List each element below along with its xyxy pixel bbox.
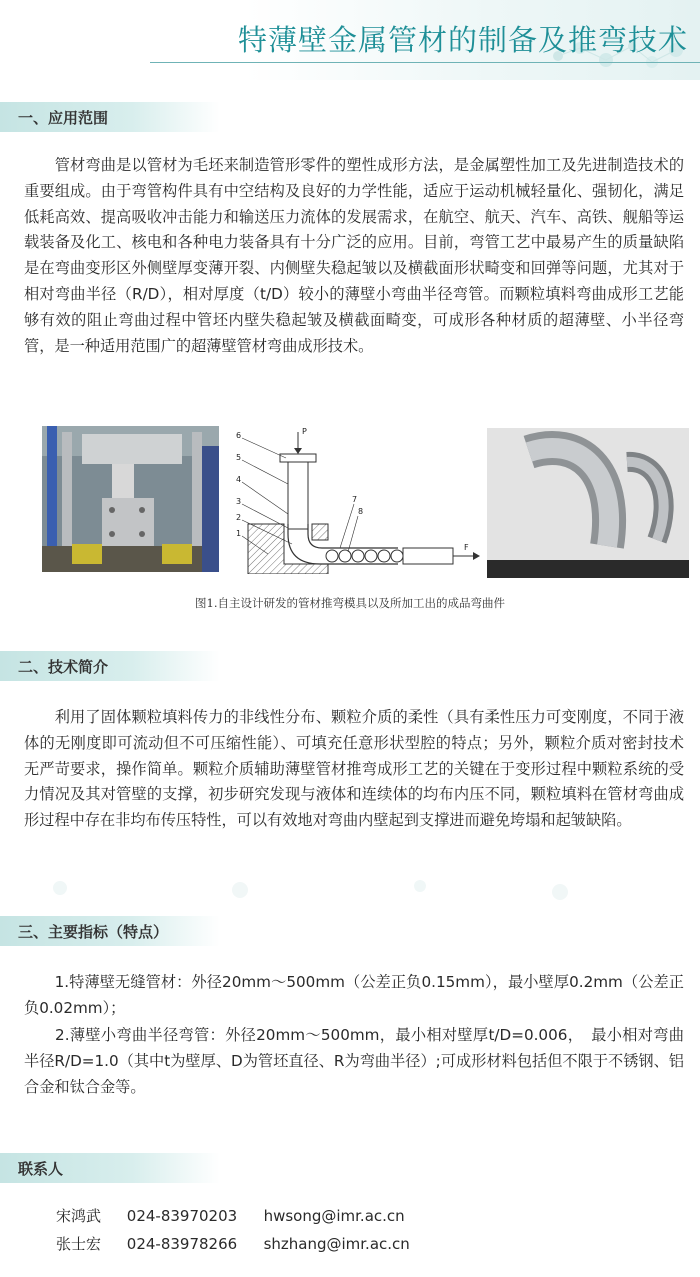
spec-item-1: 1.特薄壁无缝管材：外径20mm～500mm（公差正负0.15mm），最小壁厚0.2mm（公差正负0.02mm）； bbox=[24, 973, 684, 1017]
section-heading-label: 三、主要指标（特点） bbox=[18, 923, 169, 941]
press-machine-photo bbox=[42, 426, 219, 572]
section-heading-tech bbox=[0, 651, 220, 681]
contact-row bbox=[56, 1205, 405, 1226]
contact-name: 张士宏 bbox=[56, 1235, 102, 1253]
section-heading-contacts bbox=[0, 1153, 220, 1183]
diagram-label-p: P bbox=[302, 427, 307, 436]
diagram-label-4: 4 bbox=[236, 475, 242, 484]
section-heading-label: 一、应用范围 bbox=[18, 109, 109, 127]
section-heading-label: 二、技术简介 bbox=[18, 658, 109, 676]
diagram-label-6: 6 bbox=[236, 431, 242, 440]
contact-phone: 024-83970203 bbox=[126, 1207, 238, 1225]
section-scope-paragraph: 管材弯曲是以管材为毛坯来制造管形零件的塑性成形方法，是金属塑性加工及先进制造技术的重要组成。由于弯管构件具有中空结构及良好的力学性能，适应于运动机械轻量化、强韧化，满足低耗高效、提高吸收冲击能力和输送压力流体的发展需求，在航空、航天、汽车、高铁、舰船等运载装备及化工、核电和各种电力装备具有十分广泛的应用。目前，弯管工艺中最易产生的质量缺陷是在弯曲变形区外侧壁厚变薄开裂、内侧壁失稳起皱以及横截面形状畸变和回弹等问题，尤其对于相对弯曲半径（R/D），相对厚度（t/D）较小的薄壁小弯曲半径弯管。而颗粒填料弯曲成形工艺能够有效的阻止弯曲过程中管坯内壁失稳起皱及横截面畸变，可成形各种材质的超薄壁、小半径弯管，是一种适用范围广的超薄壁管材弯曲成形技术。 bbox=[24, 156, 684, 355]
section-heading-label: 联系人 bbox=[18, 1160, 64, 1178]
title-underline bbox=[150, 62, 700, 63]
bent-tubes-photo bbox=[487, 428, 689, 578]
figure-caption: 图1.自主设计研发的管材推弯模具以及所加工出的成品弯曲件 bbox=[195, 596, 505, 610]
page-title: 特薄壁金属管材的制备及推弯技术 bbox=[237, 23, 688, 57]
contact-email[interactable]: shzhang@imr.ac.cn bbox=[263, 1235, 410, 1253]
contact-email[interactable]: hwsong@imr.ac.cn bbox=[263, 1207, 405, 1225]
bent-tube-parts-image-icon bbox=[487, 428, 689, 578]
diagram-label-1: 1 bbox=[236, 529, 242, 538]
diagram-label-2: 2 bbox=[236, 513, 242, 522]
title-banner bbox=[0, 0, 700, 80]
bending-die-diagram bbox=[228, 424, 480, 574]
section-heading-scope bbox=[0, 102, 220, 132]
diagram-label-3: 3 bbox=[236, 497, 242, 506]
diagram-label-8: 8 bbox=[358, 507, 364, 516]
section-tech-paragraph: 利用了固体颗粒填料传力的非线性分布、颗粒介质的柔性（具有柔性压力可变刚度，不同于液体的无刚度即可流动但不可压缩性能）、可填充任意形状型腔的特点；另外，颗粒介质对密封技术无严苛要求，操作简单。颗粒介质辅助薄壁管材推弯成形工艺的关键在于变形过程中颗粒系统的受力情况及其对管壁的支撑，初步研究发现与液体和连续体的均布内压不同，颗粒填料在管材弯曲成形过程中存在非均布传压特性，可以有效地对弯曲内壁起到支撑进而避免垮塌和起皱缺陷。 bbox=[24, 708, 684, 830]
press-machine-image-icon bbox=[42, 426, 219, 572]
contact-phone: 024-83978266 bbox=[126, 1235, 238, 1253]
spec-item-2: 2.薄壁小弯曲半径弯管：外径20mm～500mm，最小相对壁厚t/D=0.006， 最小相对弯曲半径R/D=1.0（其中t为壁厚、D为管坯直径、R为弯曲半径）;可成形材料包括但不限于不锈钢、铝合金和钛合金等。 bbox=[24, 1026, 684, 1096]
diagram-label-5: 5 bbox=[236, 453, 242, 462]
decorative-dots-icon bbox=[0, 880, 700, 920]
diagram-label-7: 7 bbox=[352, 495, 358, 504]
contact-name: 宋鸿武 bbox=[56, 1207, 102, 1225]
contact-row bbox=[56, 1233, 410, 1254]
section-heading-specs bbox=[0, 916, 220, 946]
diagram-label-f: F bbox=[464, 543, 469, 552]
